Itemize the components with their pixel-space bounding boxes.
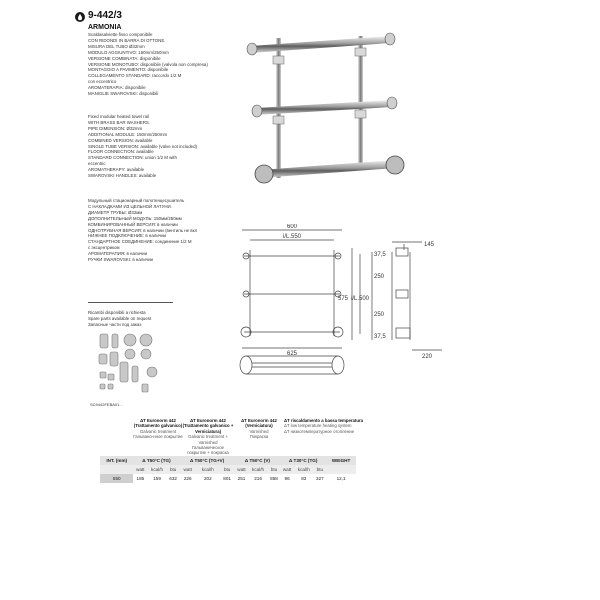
dim-inner-height: i/L.500 [350, 296, 369, 302]
table-cell: 185 [133, 474, 147, 483]
water-drop-icon [75, 12, 85, 22]
spec-line: НИЖНЕЕ ПОДКЛЮЧЕНИЕ: в наличии [88, 233, 166, 239]
perf-header-varnished: ΔT Euronorm 442 (Verniciatura) Varnished Покраска [241, 418, 277, 440]
spec-line: С НАКЛАДКАМИ ИЗ ЦЕЛЬНОЙ ЛАТУНИ. [88, 203, 172, 209]
spec-line: с эксцентриком [88, 245, 120, 251]
table-unit-cell: kcal/h [196, 465, 220, 474]
spare-parts-note [88, 310, 208, 328]
table-unit-cell: kcal/h [147, 465, 167, 474]
dim-height: 575 [337, 296, 348, 302]
spec-line: Fixed modular heated towel rail [88, 114, 150, 119]
table-unit-cell: btu [268, 465, 280, 474]
spec-russian [88, 198, 248, 263]
table-cell: 12,1 [326, 474, 356, 483]
spec-line: SINGLE TUBE VERSION: available (valve not included) [88, 143, 198, 149]
spec-line: VERSIONE MONOTUBO: disponibile (valvola non compresa) [88, 61, 208, 67]
technical-drawing [232, 224, 452, 390]
dim-depth: 145 [424, 242, 435, 248]
spec-line: MANIGLIE SWAROVSKI: disponibili [88, 91, 159, 97]
product-photo [240, 28, 410, 198]
perf-header-low-temp: ΔT riscaldamento a bassa temperatura ΔT low temperature heating system ΔT низкотемпературное отопление [284, 418, 364, 434]
table-unit-cell: kcal/h [248, 465, 267, 474]
table-header-cell: Δ T50°C (TG+V) [179, 456, 234, 465]
spec-line: AROMATHERAPY: available [88, 167, 145, 173]
product-model: ARMONIA [88, 24, 122, 31]
spec-line: MODULO AGGIUNTIVO: 150mm/250mm [88, 49, 169, 55]
product-code: 9-442/3 [88, 10, 122, 21]
table-cell: 801 [220, 474, 235, 483]
divider [88, 302, 173, 303]
spec-line: ОДНОТРУБНАЯ ВЕРСИЯ: в наличии (вентиль не вкл [88, 227, 198, 233]
table-cell: 550 [100, 474, 133, 483]
spec-line: eccentric [88, 161, 106, 167]
dim-spacing-2: 250 [374, 312, 385, 318]
spare-parts-line: Запасные части под заказ [88, 321, 142, 327]
spec-line: ADDITIONAL MODULE: 150mm/250mm [88, 131, 168, 137]
dim-spacing-1: 250 [374, 274, 385, 280]
perf-header-galvanic: ΔT Euronorm 442 (Trattamento galvanico) Galvanic treatment Гальвано-нное покрытие [133, 418, 183, 440]
table-cell: 858 [268, 474, 280, 483]
spec-line: АРОМАТЕРАПИЯ: в наличии [88, 251, 148, 257]
table-header-cell: Δ T50°C (TG) [133, 456, 179, 465]
table-unit-cell: kcal/h [294, 465, 314, 474]
table-cell: 83 [294, 474, 314, 483]
table-unit-cell: watt [280, 465, 294, 474]
table-unit-cell: btu [167, 465, 180, 474]
spec-line: СТАНДАРТНОЕ СОЕДИНЕНИЕ: соединение 1/2 М [88, 239, 192, 245]
table-cell: 96 [280, 474, 294, 483]
dim-width: 600 [286, 224, 298, 230]
dim-bottom-offset: 37,5 [374, 334, 386, 340]
table-cell: 327 [314, 474, 327, 483]
table-cell: 251 [235, 474, 249, 483]
table-unit-cell: btu [314, 465, 327, 474]
spare-parts-image [96, 332, 168, 398]
table-header-cell: Δ T50°C (V) [235, 456, 281, 465]
spare-parts-line: Spare parts available on request [88, 315, 152, 321]
spec-line: ДОПОЛНИТЕЛЬНЫЙ МОДУЛЬ: 150мм/250мм [88, 215, 182, 221]
table-header-row [100, 456, 356, 465]
spec-line: COMBINED VERSION: available [88, 137, 153, 143]
spec-line: MONTAGGIO A PAVIMENTO: disponibile [88, 67, 169, 73]
table-cell: 159 [147, 474, 167, 483]
spec-english [88, 114, 248, 179]
dim-top-offset: 37,5 [374, 252, 386, 258]
table-unit-cell: watt [179, 465, 196, 474]
spec-line: Модульный стационарный полотенцесушитель [88, 198, 185, 203]
spec-line: MISURA DEL TUBO Ø32mm [88, 43, 145, 49]
spare-parts-line: Ricambi disponibili a richiesta [88, 310, 146, 315]
spec-line: VERSIONE COMBINATA: disponibile [88, 55, 161, 61]
table-header-cell: Δ T30°C (TG) [280, 456, 326, 465]
table-unit-cell: watt [235, 465, 249, 474]
spec-line: Scaldasalviette fisso componibile [88, 32, 153, 37]
spec-line: КОМБИНИРОВАННЫЙ ВЕРСИЯ: в наличии [88, 221, 178, 227]
table-unit-cell: watt [133, 465, 147, 474]
spare-parts-code: SC9442FEBA01... [90, 402, 123, 407]
spec-line: con eccentrico [88, 79, 117, 85]
spec-line: PIPE DIMENSION: Ø32mm [88, 125, 143, 131]
dim-side-depth: 220 [422, 354, 433, 360]
table-row [100, 474, 356, 483]
performance-table [100, 456, 356, 483]
table-unit-cell: btu [220, 465, 235, 474]
spec-line: FLOOR CONNECTION: available [88, 149, 154, 155]
spec-line: SWAROVSKI HANDLES: available [88, 173, 157, 179]
spec-line: STANDARD CONNECTION: union 1/2 M with [88, 155, 177, 161]
table-cell: 632 [167, 474, 180, 483]
dim-base-width: 625 [286, 351, 298, 357]
spec-line: ДИАМЕТР ТРУБЫ: Ø32мм [88, 209, 143, 215]
spec-line: РУЧКИ SWAROVSKI: в наличии [88, 257, 153, 263]
table-header-cell: WEIGHT [326, 456, 356, 465]
dim-inner-width: i/L.550 [282, 234, 302, 240]
perf-header-galvanic-varnished: ΔT Euronorm 442 (Trattamento galvanico + Verniciatura) Galvanic treatment + Varnished Гальваническое покрытие + покраска [182, 418, 234, 456]
spec-line: AROMATERAPIA: disponibile [88, 85, 146, 91]
table-cell: 226 [179, 474, 196, 483]
spec-line: WITH BRASS BAR WASHERS. [88, 119, 151, 125]
spec-italian [88, 32, 248, 97]
table-cell: 216 [248, 474, 267, 483]
table-units-row [100, 465, 356, 474]
spec-line: CON RIDONDI IN BARRA DI OTTONE. [88, 37, 166, 43]
table-header-cell: INT. (mm) [100, 456, 133, 465]
spec-line: COLLEGAMENTO STANDARD: raccordo 1/2 M [88, 73, 182, 79]
table-cell: 202 [196, 474, 220, 483]
